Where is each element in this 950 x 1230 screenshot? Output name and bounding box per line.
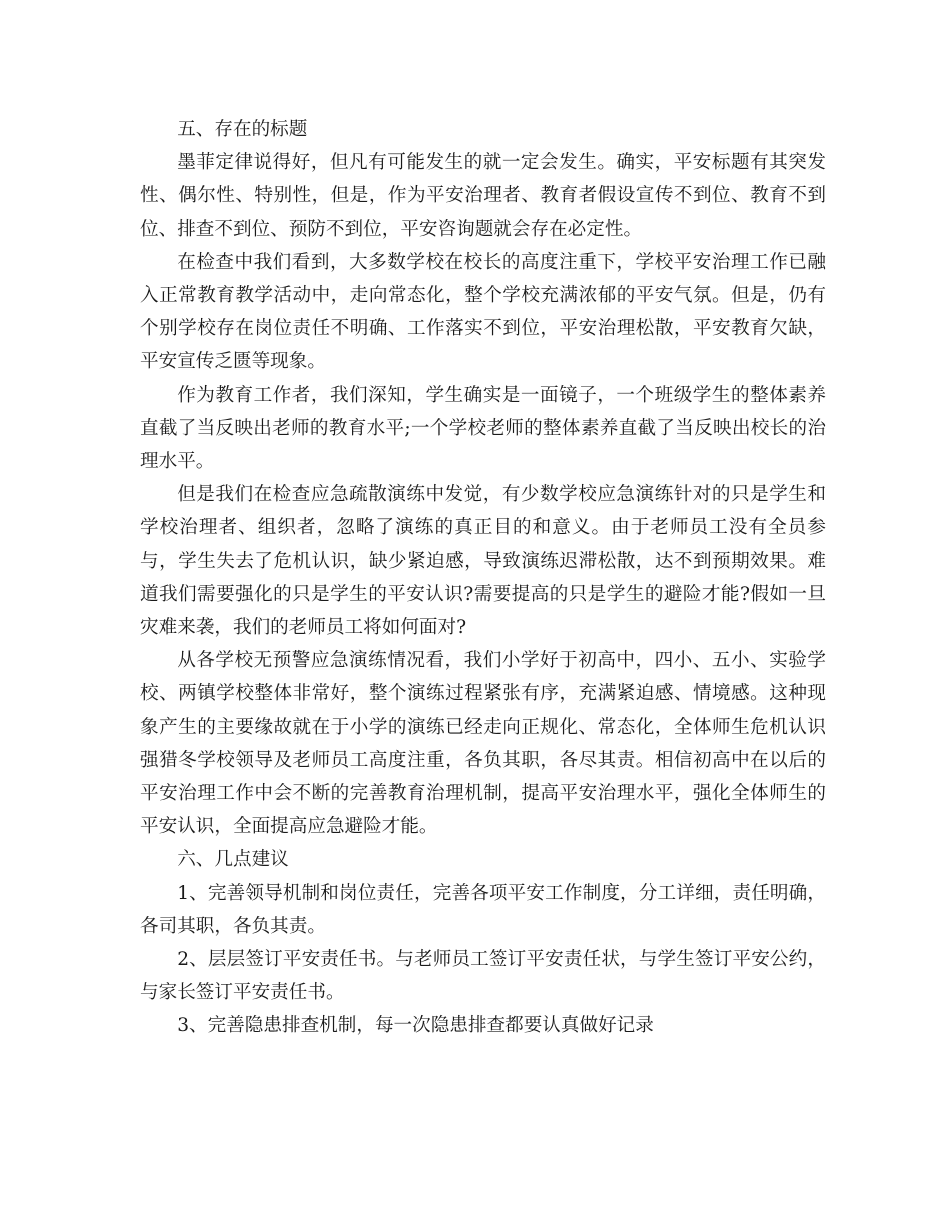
paragraph: 但是我们在检查应急疏散演练中发觉，有少数学校应急演练针对的只是学生和学校治理者、组织者，忽略了演练的真正目的和意义。由于老师员工没有全员参与，学生失去了危机认识，缺少紧迫感，导致演练迟滞松散，达不到预期效果。难道我们需要强化的只是学生的平安认识?需要提高的只是学生的避险才能?假如一旦灾难来袭，我们的老师员工将如何面对? — [140, 484, 826, 639]
paragraph: 1、完善领导机制和岗位责任，完善各项平安工作制度，分工详细，责任明确，各司其职，各负其责。 — [140, 882, 826, 937]
paragraph: 作为教育工作者，我们深知，学生确实是一面镜子，一个班级学生的整体素养直截了当反映出老师的教育水平;一个学校老师的整体素养直截了当反映出校长的治理水平。 — [140, 384, 826, 473]
document-body — [140, 113, 826, 1043]
paragraph: 3、完善隐患排查机制，每一次隐患排查都要认真做好记录 — [177, 1015, 654, 1037]
paragraph: 2、层层签订平安责任书。与老师员工签订平安责任状，与学生签订平安公约，与家长签订平安责任书。 — [140, 949, 826, 1004]
paragraph: 在检查中我们看到，大多数学校在校长的高度注重下，学校平安治理工作已融入正常教育教学活动中，走向常态化，整个学校充满浓郁的平安气氛。但是，仍有个别学校存在岗位责任不明确、工作落实不到位，平安治理松散，平安教育欠缺，平安宣传乏匮等现象。 — [140, 251, 826, 373]
paragraph: 墨菲定律说得好，但凡有可能发生的就一定会发生。确实，平安标题有其突发性、偶尔性、特别性，但是，作为平安治理者、教育者假设宣传不到位、教育不到位、排查不到位、预防不到位，平安咨询题就会存在必定性。 — [140, 152, 826, 240]
paragraph: 从各学校无预警应急演练情况看，我们小学好于初高中，四小、五小、实验学校、两镇学校整体非常好，整个演练过程紧张有序，充满紧迫感、情境感。这种现象产生的主要缘故就在于小学的演练已经走向正规化、常态化，全体师生危机认识强猎冬学校领导及老师员工高度注重，各负其职，各尽其责。相信初高中在以后的平安治理工作中会不断的完善教育治理机制，提高平安治理水平，强化全体师生的平安认识，全面提高应急避险才能。 — [140, 650, 826, 838]
section-heading: 五、存在的标题 — [177, 119, 308, 140]
section-heading: 六、几点建议 — [177, 849, 289, 871]
